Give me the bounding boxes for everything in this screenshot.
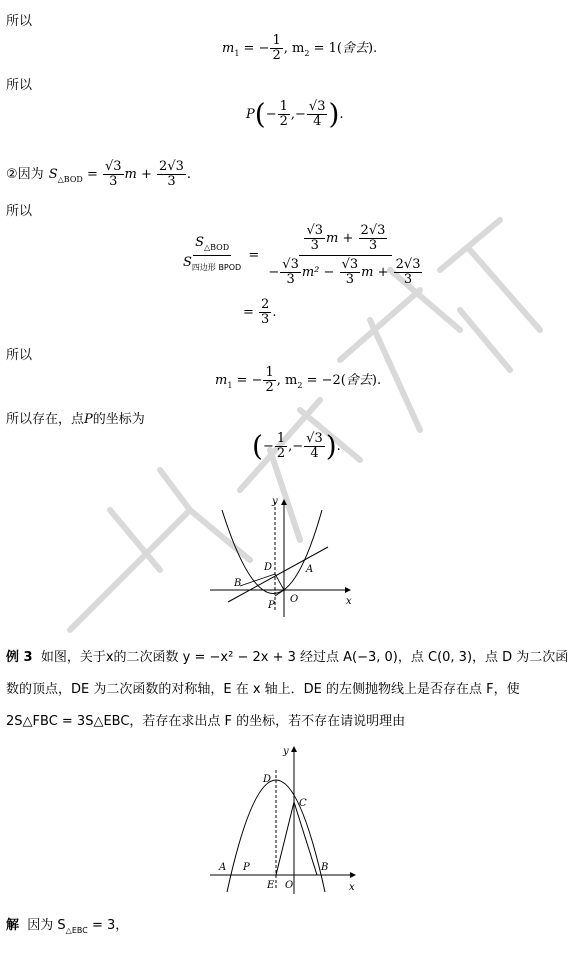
sub-bod: △BOD (57, 175, 83, 184)
num: √3 (282, 257, 299, 272)
solution-line (6, 914, 128, 935)
ratio-right-num (299, 222, 392, 256)
fraction-half (278, 100, 290, 129)
fraction-sqrt3-4 (307, 100, 328, 129)
num: 1 (276, 431, 286, 446)
num: 1 (272, 33, 281, 48)
dot: . (336, 439, 341, 454)
eq-neg: = − (232, 373, 263, 388)
ratio-equation (180, 222, 428, 289)
neg: − (262, 439, 274, 454)
fraction-half (263, 366, 275, 395)
dot: . (272, 305, 277, 320)
ratio-den (181, 256, 243, 275)
label-E: E (267, 880, 275, 891)
neg: − (292, 439, 304, 454)
num: 2√3 (360, 223, 386, 238)
solution-sub: △EBC (65, 926, 88, 935)
num: √3 (308, 99, 326, 114)
num: 1 (279, 99, 288, 114)
eq-neg: = − (239, 41, 270, 56)
example-text-1: 如图，关于x的二次函数 y = −x² − 2x + 3 经过点 A(−3, 0)，点 C(0, 3)，点 D 为二次函 (40, 650, 569, 665)
shequ: 舍去 (341, 41, 368, 56)
text-p-exists (6, 408, 145, 427)
num: 2 (261, 297, 270, 312)
den: 3 (345, 272, 354, 287)
fraction-sqrt3-3 (103, 160, 124, 189)
example-3-line1 (6, 646, 569, 665)
label-B: B (321, 862, 329, 873)
solution-label: 解 (6, 918, 20, 933)
fraction-half (270, 34, 282, 63)
step-2-line (6, 160, 191, 189)
example-3-line2: 数的顶点，DE 为二次函数的对称轴，E 在 x 轴上．DE 的左侧抛物线上是否存在点 F，使 (6, 682, 520, 697)
f2 (359, 224, 388, 253)
fraction-2-3 (259, 298, 271, 327)
den: 2 (265, 380, 274, 395)
label-O: O (285, 880, 294, 891)
ratio-num (193, 236, 231, 256)
var-m: m (124, 167, 137, 182)
label-y: y (272, 496, 278, 507)
sub-quad: 四边形 BPOD (191, 263, 242, 272)
ratio-right (264, 222, 427, 289)
label-y: y (283, 746, 289, 757)
equals: = (243, 305, 259, 320)
plus: + (338, 231, 358, 246)
den: 3 (167, 174, 176, 189)
minus: − (319, 265, 339, 280)
segment-do (275, 574, 284, 590)
ratio-result (243, 298, 276, 327)
label-A: A (219, 862, 227, 873)
close-dot: ). (367, 41, 378, 56)
label-P: P (268, 600, 275, 611)
var-P: P (246, 107, 255, 122)
eq-1: = 1( (309, 41, 342, 56)
label-B: B (234, 578, 242, 589)
label-D: D (264, 562, 273, 573)
label-P: P (243, 862, 250, 873)
parabola-graph-2 (205, 742, 365, 897)
m2-sep: , m (276, 373, 298, 388)
fraction-sqrt3-4 (304, 432, 325, 461)
var-m: m (361, 265, 374, 280)
var-S: S (183, 255, 192, 270)
point-p-coord-2: (− $\frac{1}{2}$ ,− $\frac{√3}{4}$ ). (252, 429, 341, 463)
m2-sep: , m (283, 41, 305, 56)
den: 4 (313, 114, 322, 129)
fraction-2sqrt3-3 (157, 160, 186, 189)
comma: , (290, 107, 296, 122)
label-D: D (263, 774, 272, 785)
den: 3 (310, 238, 319, 253)
plus: + (136, 167, 157, 182)
comma: , (288, 439, 293, 454)
equals: = (82, 167, 102, 182)
neg: − (295, 107, 306, 122)
segment-ec (276, 802, 294, 875)
num: 2√3 (159, 159, 184, 174)
parabola-graph-1 (200, 492, 370, 622)
label-x: x (349, 882, 355, 893)
label-x: x (346, 596, 352, 607)
text-suoyi-2: 所以 (6, 78, 33, 93)
num: 2√3 (395, 257, 421, 272)
plus: + (373, 265, 393, 280)
equation-m-values-1 (222, 34, 377, 63)
fraction-half (275, 432, 287, 461)
text-suoyi-3: 所以 (6, 204, 33, 219)
example-label: 例 3 (6, 650, 33, 665)
step2-prefix: ②因为 (6, 167, 44, 182)
den: 4 (310, 446, 319, 461)
den: 2 (276, 446, 286, 461)
point-p-coord-1: P(− $\frac{1}{2}$ ,− $\frac{√3}{4}$ ). (246, 97, 344, 131)
neg: − (265, 107, 277, 122)
solution-text: 因为 S (27, 918, 66, 933)
f5 (394, 258, 423, 287)
sub-2: 2 (297, 381, 303, 390)
dot: . (339, 107, 344, 122)
ratio-left (181, 236, 243, 275)
den: 2 (272, 48, 281, 63)
num: √3 (341, 257, 359, 272)
equation-m-values-2 (215, 366, 381, 395)
num: √3 (306, 223, 324, 238)
dot: . (186, 167, 192, 182)
segment-cb (294, 802, 317, 875)
text-suoyi-cunzai: 所以存在，点 (6, 412, 85, 427)
var-m: m (222, 41, 235, 56)
segment-bd (240, 574, 275, 586)
label-O: O (290, 594, 299, 605)
den: 3 (286, 272, 295, 287)
var-m: m (326, 231, 339, 246)
close-dot: ). (371, 373, 382, 388)
den: 2 (279, 114, 288, 129)
var-P: P (84, 412, 93, 427)
f1 (304, 224, 325, 253)
sub-2: 2 (304, 49, 310, 58)
sub-bod: △BOD (203, 243, 230, 252)
f4 (340, 258, 361, 287)
text-suoyi-1: 所以 (6, 14, 33, 29)
f3 (280, 258, 301, 287)
den: 3 (368, 238, 378, 253)
num: √3 (104, 159, 122, 174)
num: √3 (306, 431, 323, 446)
var-S: S (48, 167, 58, 182)
den: 3 (403, 272, 413, 287)
sub-1: 1 (234, 49, 240, 58)
num: 1 (265, 365, 274, 380)
den: 3 (261, 312, 270, 327)
label-C: C (299, 798, 307, 809)
equals: = (248, 248, 264, 263)
shequ: 舍去 (345, 373, 372, 388)
eq-neg2: = −2( (302, 373, 346, 388)
ratio-right-den (264, 256, 427, 289)
den: 3 (109, 174, 118, 189)
var-m-sq: m² (301, 265, 320, 280)
solution-tail: = 3， (87, 918, 129, 933)
example-3-line3: 2S△FBC = 3S△EBC，若存在求出点 F 的坐标，若不存在请说明理由 (6, 714, 406, 729)
text-coord-suffix: 的坐标为 (92, 412, 145, 427)
var-S: S (195, 235, 204, 250)
text-suoyi-4: 所以 (6, 348, 33, 363)
sub-1: 1 (227, 381, 233, 390)
neg: − (268, 265, 280, 280)
var-m: m (215, 373, 228, 388)
label-A: A (306, 564, 314, 575)
